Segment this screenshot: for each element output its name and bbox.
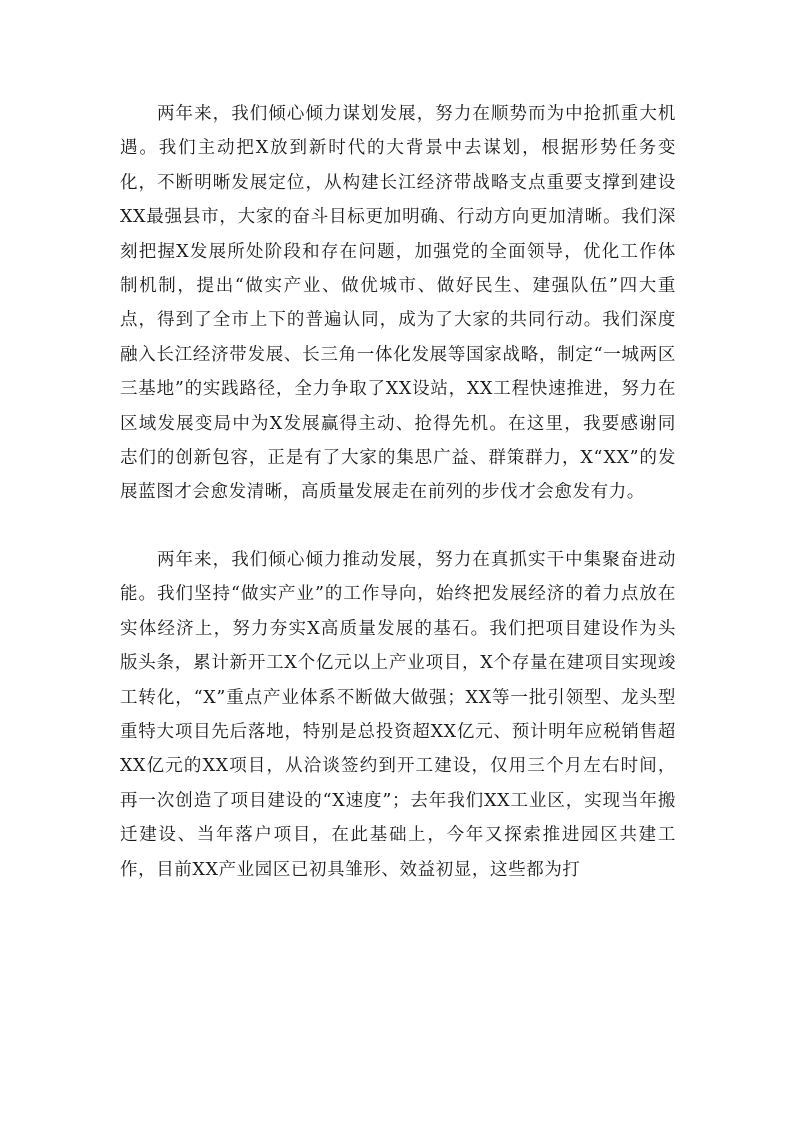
paragraph-1: 两年来，我们倾心倾力谋划发展，努力在顺势而为中抢抓重大机遇。我们主动把X放到新时代的大背景中去谋划，根据形势任务变化，不断明晰发展定位，从构建长江经济带战略支点重要支撑到建设XX最强县市，大家的奋斗目标更加明确、行动方向更加清晰。我们深刻把握X发展所处阶段和存在问题，加强党的全面领导，优化工作体制机制，提出“做实产业、做优城市、做好民生、建强队伍”四大重点，得到了全市上下的普遍认同，成为了大家的共同行动。我们深度融入长江经济带发展、长三角一体化发展等国家战略，制定“一城两区三基地”的实践路径，全力争取了XX设站，XX工程快速推进，努力在区域发展变局中为X发展赢得主动、抢得先机。在这里，我要感谢同志们的创新包容，正是有了大家的集思广益、群策群力，X“XX”的发展蓝图才会愈发清晰，高质量发展走在前列的步伐才会愈发有力。 xyxy=(120,104,676,503)
paragraph-2: 两年来，我们倾心倾力推动发展，努力在真抓实干中集聚奋进动能。我们坚持“做实产业”的工作导向，始终把发展经济的着力点放在实体经济上，努力夯实X高质量发展的基石。我们把项目建设作为头版头条，累计新开工X个亿元以上产业项目，X个存量在建项目实现竣工转化，“X”重点产业体系不断做大做强；XX等一批引领型、龙头型重特大项目先后落地，特别是总投资超XX亿元、预计明年应税销售超XX亿元的XX项目，从洽谈签约到开工建设，仅用三个月左右时间，再一次创造了项目建设的“X速度”；去年我们XX工业区，实现当年搬迁建设、当年落户项目，在此基础上，今年又探索推进园区共建工作，目前XX产业园区已初具雏形、效益初显，这些都为打 xyxy=(120,549,676,880)
document-body xyxy=(120,97,676,887)
